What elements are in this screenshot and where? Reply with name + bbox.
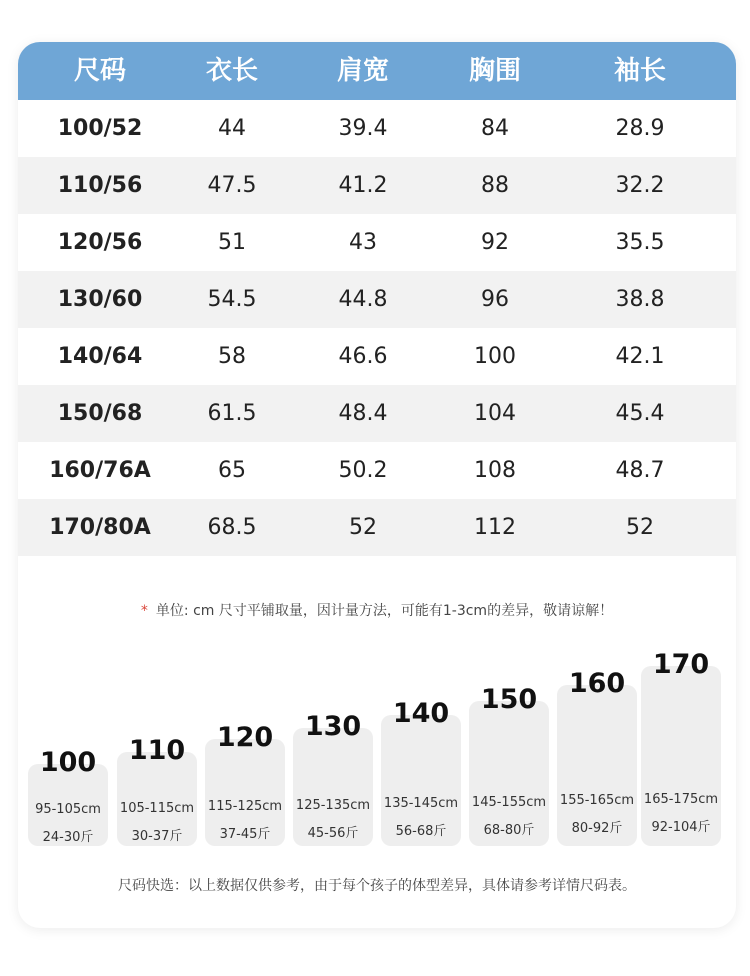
table-cell: 48.4	[338, 401, 388, 426]
size-chart-card	[18, 42, 736, 928]
size-cell: 120/56	[57, 230, 143, 255]
table-row	[18, 499, 736, 556]
table-cell: 48.7	[615, 458, 665, 483]
table-cell: 84	[481, 116, 509, 141]
table-cell: 45.4	[615, 401, 665, 426]
table-cell: 104	[474, 401, 516, 426]
table-cell: 51	[218, 230, 246, 255]
table-cell: 68.5	[207, 515, 257, 540]
table-cell: 38.8	[615, 287, 665, 312]
table-cell: 96	[481, 287, 509, 312]
size-cell: 110/56	[57, 173, 143, 198]
table-cell: 32.2	[615, 173, 665, 198]
table-cell: 47.5	[207, 173, 257, 198]
size-bar-weight: 24-30斤	[42, 830, 94, 845]
size-bar-height: 115-125cm	[207, 799, 283, 814]
table-row	[18, 271, 736, 328]
size-bar-label: 160	[568, 668, 626, 699]
table-cell: 108	[474, 458, 516, 483]
measurement-note	[18, 600, 736, 620]
size-bar-height: 135-145cm	[383, 796, 459, 811]
table-cell: 50.2	[338, 458, 388, 483]
table-cell: 52	[349, 515, 377, 540]
header-chest: 胸围	[468, 56, 522, 86]
table-cell: 88	[481, 173, 509, 198]
table-cell: 100	[474, 344, 516, 369]
table-row	[18, 442, 736, 499]
size-bar-label: 150	[480, 684, 538, 715]
table-cell: 46.6	[338, 344, 388, 369]
table-row	[18, 157, 736, 214]
size-bar-label: 100	[39, 747, 97, 778]
table-cell: 43	[349, 230, 377, 255]
table-header	[18, 42, 736, 100]
footer-note: 尺码快选：以上数据仅供参考，由于每个孩子的体型差异，具体请参考详情尺码表。	[118, 878, 636, 894]
size-bar-weight: 30-37斤	[131, 828, 183, 844]
note-star: *	[140, 603, 148, 619]
table-cell: 61.5	[207, 401, 257, 426]
note-text: 单位: cm 尺寸平铺取量，因计量方法，可能有1-3cm的差异，敬请谅解！	[155, 603, 614, 619]
size-bar-label: 130	[304, 711, 362, 742]
size-bar-label: 110	[128, 735, 186, 766]
table-cell: 54.5	[207, 287, 257, 312]
table-cell: 65	[218, 458, 246, 483]
size-bar-weight: 92-104斤	[651, 819, 711, 835]
table-cell: 44.8	[338, 287, 388, 312]
table-cell: 58	[218, 344, 246, 369]
table-row	[18, 100, 736, 157]
table-cell: 42.1	[615, 344, 665, 369]
size-bar-label: 120	[216, 722, 274, 753]
size-bar-weight: 68-80斤	[483, 822, 535, 838]
table-row	[18, 385, 736, 442]
table-cell: 41.2	[338, 173, 388, 198]
header-length: 衣长	[205, 56, 259, 86]
size-cell: 160/76A	[49, 458, 151, 483]
size-bar-height: 165-175cm	[643, 791, 719, 807]
table-cell: 35.5	[615, 230, 665, 255]
size-bar-height: 155-165cm	[559, 793, 635, 808]
header-size: 尺码	[73, 56, 127, 86]
header-shoulder: 肩宽	[336, 56, 390, 86]
size-cell: 100/52	[57, 116, 143, 141]
table-cell: 39.4	[338, 116, 388, 141]
size-bar-weight: 37-45斤	[219, 827, 271, 842]
table-cell: 44	[218, 116, 246, 141]
size-bar-height: 105-115cm	[119, 800, 195, 816]
table-cell: 92	[481, 230, 509, 255]
size-bar-height: 95-105cm	[35, 802, 101, 817]
size-bar-height: 145-155cm	[471, 794, 547, 810]
size-bar-label: 140	[392, 698, 450, 729]
size-cell: 170/80A	[49, 515, 151, 540]
size-bar-label: 170	[652, 649, 710, 680]
header-sleeve: 袖长	[613, 56, 667, 86]
size-bar-weight: 56-68斤	[395, 824, 447, 839]
size-bar-weight: 45-56斤	[307, 825, 359, 841]
size-bar-weight: 80-92斤	[571, 821, 623, 836]
table-row	[18, 328, 736, 385]
size-bar-height: 125-135cm	[295, 797, 371, 813]
table-cell: 112	[474, 515, 516, 540]
size-cell: 140/64	[57, 344, 143, 369]
size-cell: 130/60	[57, 287, 143, 312]
table-row	[18, 214, 736, 271]
table-cell: 52	[626, 515, 654, 540]
size-cell: 150/68	[57, 401, 143, 426]
table-cell: 28.9	[615, 116, 665, 141]
